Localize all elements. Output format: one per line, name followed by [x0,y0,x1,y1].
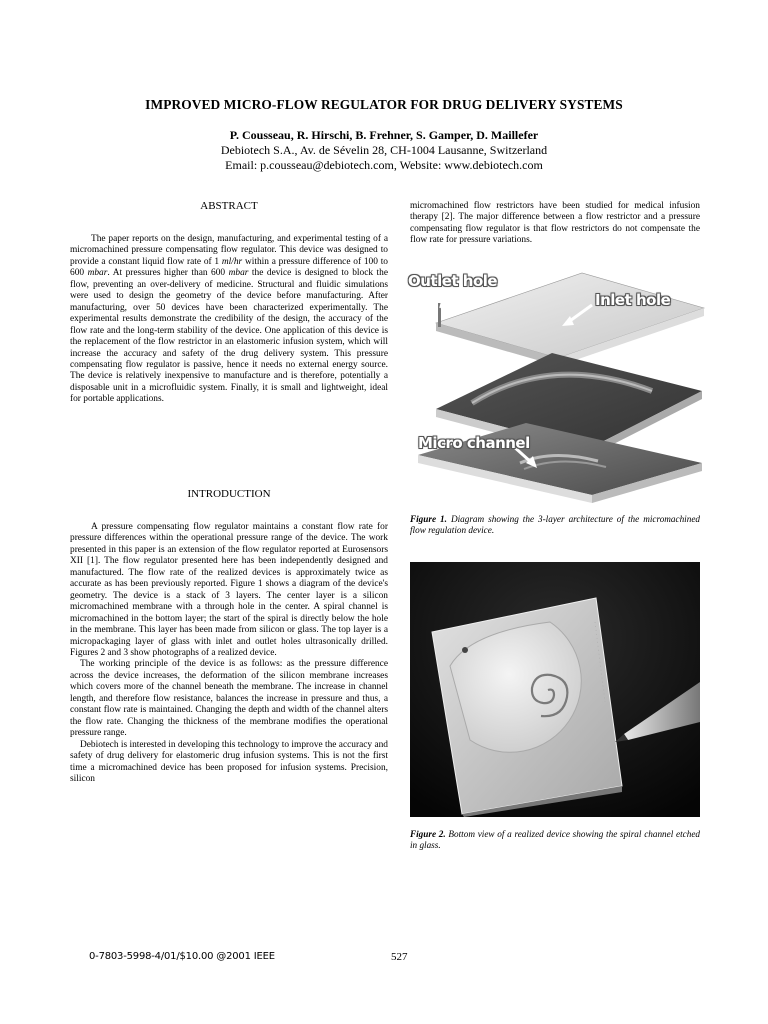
abstract-heading: ABSTRACT [200,200,258,212]
introduction-body [70,522,388,785]
abstract-body [70,234,388,406]
figure-1-caption-label: Figure 1. [410,514,447,524]
figure-1-diagram [402,263,708,508]
paper-title: IMPROVED MICRO-FLOW REGULATOR FOR DRUG DELIVERY SYSTEMS [145,97,623,112]
paper-email: Email: p.cousseau@debiotech.com, Website: www.debiotech.com [225,158,543,172]
inlet-hole-label: Inlet hole [595,291,671,309]
copyright-notice: 0-7803-5998-4/01/$10.00 @2001 IEEE [89,951,275,962]
figure-2-caption-label: Figure 2. [410,829,446,839]
paper-affiliation: Debiotech S.A., Av. de Sévelin 28, CH-1004 Lausanne, Switzerland [220,143,548,157]
micro-channel-label: Micro channel [418,434,530,452]
device-photo [410,562,700,817]
introduction-paragraph-3: Debiotech is interested in developing this technology to improve the accuracy and safety of drug delivery for elastomeric drug infusion systems. This is not the first time a micromachined device has been proposed for infusion systems. Precision, silicon [70,739,388,784]
introduction-heading: INTRODUCTION [187,488,271,500]
paper-authors: P. Cousseau, R. Hirschi, B. Frehner, S. Gamper, D. Maillefer [229,128,539,142]
figure-2-caption: Figure 2. Bottom view of a realized device showing the spiral channel etched in glass. [410,829,700,851]
introduction-paragraph-2: The working principle of the device is as follows: as the pressure difference across the device increases, the deformation of the silicon membrane increases which covers more of the channel beneath the membrane. The increase in channel length, and therefore flow resistance, balances the increase in pressure and thus, a constant flow rate is maintained. Changing the depth and width of the channel alters the flow rate. Changing the thickness of the membrane modifies the operational pressure range. [70,659,388,739]
abstract-paragraph: The paper reports on the design, manufacturing, and experimental testing of a micromachined pressure compensating flow regulator. This device was designed to provide a constant liquid flow rate of 1 ml/hr within a pressure difference of 100 to 600 mbar. At pressures higher than 600 mbar the device is designed to block the flow, preventing an over-delivery of medicine. Structural and fluidic simulations were used to design the geometry of the device before manufacturing. After manufacturing, over 50 devices have been characterized experimentally. The experimental results demonstrate the credibility of the design, the accuracy of the flow rate and the long-term stability of the device. One application of this device is the replacement of the flow restrictor in an elastomeric infusion system, which will increase the accuracy and safety of the drug delivery system. This pressure compensating flow regulator is passive, hence it needs no external energy source. The device is relatively inexpensive to manufacture and is therefore, potentially a disposable unit in a microfluidic system. Finally, it is small and lightweight, ideal for portable applications. [70,234,388,405]
introduction-paragraph-4: micromachined flow restrictors have been studied for medical infusion therapy [2]. The major difference between a flow restrictor and a pressure compensating flow regulator is that flow restrictors do not compensate the flow rate for pressure variations. [410,201,700,246]
outlet-hole-label: Outlet hole [408,272,498,290]
page-number: 527 [391,951,408,963]
figure-1-caption: Figure 1. Diagram showing the 3-layer architecture of the micromachined flow regulation device. [410,514,701,536]
figure-2-photo [410,562,700,817]
introduction-paragraph-1: A pressure compensating flow regulator maintains a constant flow rate for pressure differences within the operational pressure range of the device. The work presented in this paper is an extension of the flow regulator reported at Eurosensors XII [1]. The flow regulator presented here has been independently designed and manufactured. The flow rate of the realized devices is approximately twice as accurate as has been previously reported. Figure 1 shows a diagram of the device's geometry. The device is a stack of 3 layers. The center layer is a silicon micromachined membrane with a through hole in the center. A spiral channel is micromachined in the bottom layer; the start of the spiral is directly below the hole in the membrane. This layer has been made from silicon or glass. The top layer is a micropackaging layer of glass with inlet and outlet holes ultrasonically drilled. Figures 2 and 3 show photographs of a realized device. [70,522,388,658]
